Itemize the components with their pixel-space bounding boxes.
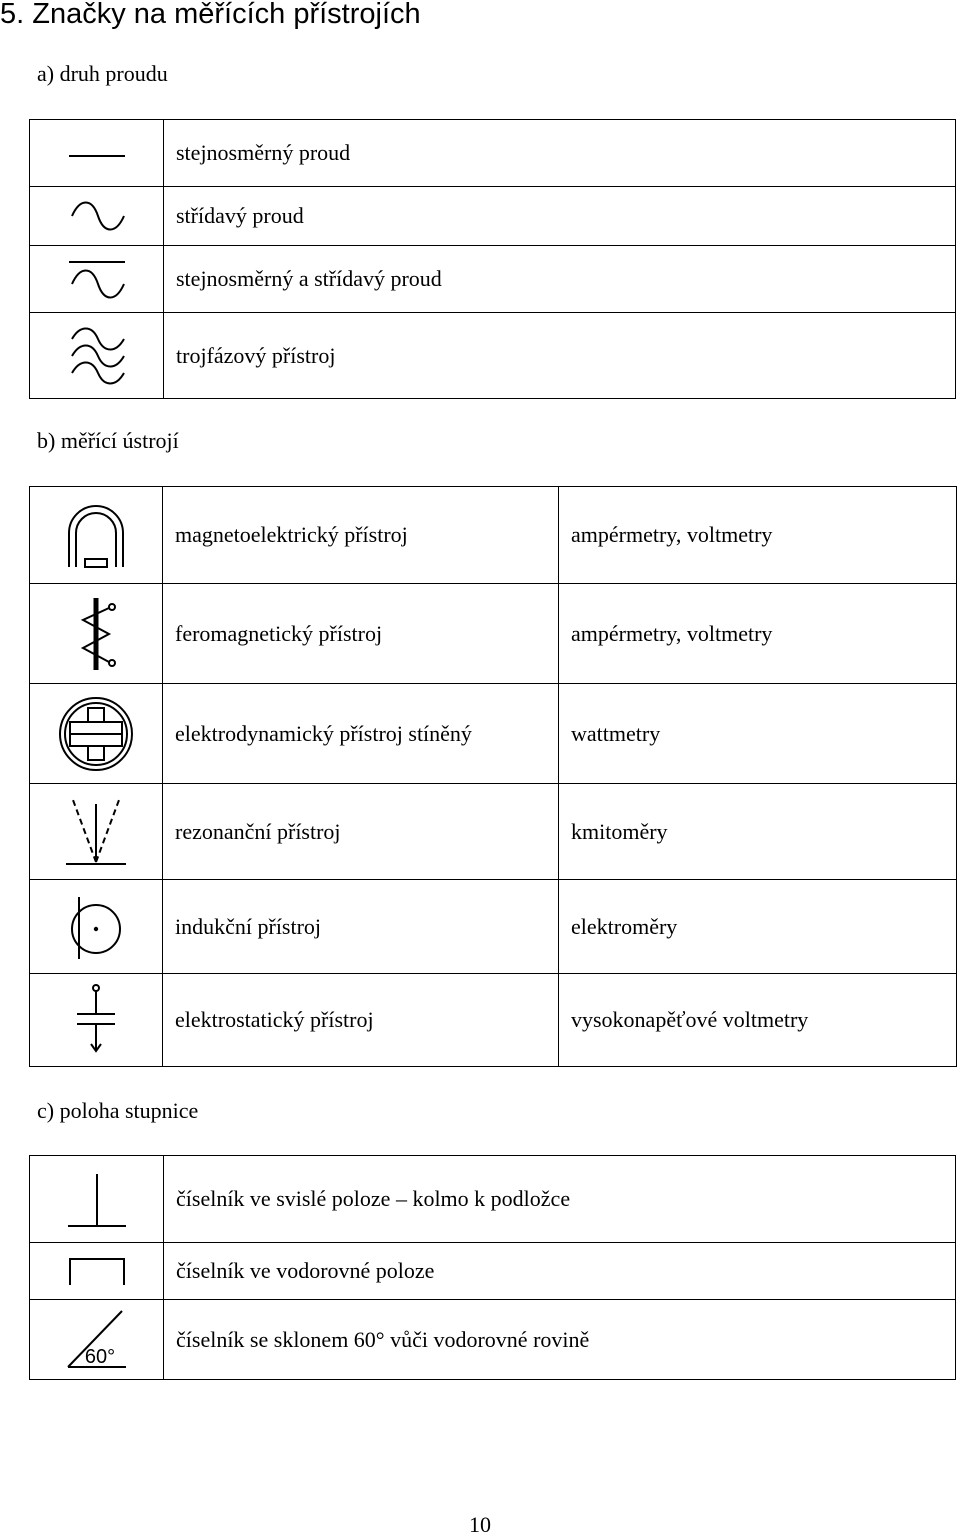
table-row [30, 1243, 956, 1300]
page-heading: 5. Značky na měřících přístrojích [0, 0, 421, 30]
current-type-table [29, 119, 956, 399]
table-row [30, 1300, 956, 1380]
icon-cell [30, 1156, 164, 1243]
table-row [30, 784, 957, 880]
table-row [30, 1156, 956, 1243]
electrodynamic-shielded-icon [56, 694, 136, 774]
row-text: stejnosměrný a střídavý proud [164, 246, 956, 313]
system-use: elektroměry [559, 880, 957, 974]
system-name: elektrodynamický přístroj stíněný [163, 684, 559, 784]
row-text: číselník ve vodorovné poloze [164, 1243, 956, 1300]
table-row [30, 246, 956, 313]
system-name: feromagnetický přístroj [163, 584, 559, 684]
icon-cell [30, 246, 164, 313]
row-text: stejnosměrný proud [164, 120, 956, 187]
row-text: číselník se sklonem 60° vůči vodorovné rovině [164, 1300, 956, 1380]
icon-cell [30, 784, 163, 880]
scale-position-table [29, 1155, 956, 1380]
system-use: wattmetry [559, 684, 957, 784]
table-row [30, 120, 956, 187]
system-use: ampérmetry, voltmetry [559, 487, 957, 584]
ac-wave-icon [62, 196, 132, 236]
electrostatic-icon [61, 980, 131, 1060]
icon-cell [30, 487, 163, 584]
dc-line-icon [62, 138, 132, 168]
horizontal-position-icon [62, 1251, 132, 1291]
three-phase-icon [62, 321, 132, 391]
table-row [30, 880, 957, 974]
icon-cell [30, 120, 164, 187]
table-row [30, 187, 956, 246]
icon-cell [30, 187, 164, 246]
icon-cell [30, 584, 163, 684]
vertical-position-icon [62, 1164, 132, 1234]
table-row [30, 974, 957, 1067]
table-row [30, 684, 957, 784]
table-row [30, 313, 956, 399]
ferromagnetic-icon [61, 594, 131, 674]
system-name: magnetoelektrický přístroj [163, 487, 559, 584]
magnetoelectric-icon [61, 495, 131, 575]
dc-ac-icon [62, 254, 132, 304]
icon-cell [30, 1243, 164, 1300]
measuring-system-table [29, 486, 957, 1067]
induction-icon [61, 887, 131, 967]
system-name: indukční přístroj [163, 880, 559, 974]
system-use: kmitoměry [559, 784, 957, 880]
table-row [30, 487, 957, 584]
table-row [30, 584, 957, 684]
section-b-label: b) měřící ústrojí [37, 428, 179, 453]
section-a-label: a) druh proudu [37, 61, 168, 86]
system-name: rezonanční přístroj [163, 784, 559, 880]
page-number: 10 [469, 1512, 491, 1537]
section-c-label: c) poloha stupnice [37, 1098, 199, 1123]
icon-cell [30, 1300, 164, 1380]
inclined-60-icon [62, 1305, 132, 1375]
resonance-icon [61, 792, 131, 872]
system-use: ampérmetry, voltmetry [559, 584, 957, 684]
system-use: vysokonapěťové voltmetry [559, 974, 957, 1067]
icon-cell [30, 880, 163, 974]
row-text: trojfázový přístroj [164, 313, 956, 399]
system-name: elektrostatický přístroj [163, 974, 559, 1067]
row-text: střídavý proud [164, 187, 956, 246]
row-text: číselník ve svislé poloze – kolmo k podložce [164, 1156, 956, 1243]
icon-cell [30, 974, 163, 1067]
icon-cell [30, 684, 163, 784]
angle-label: 60° [84, 1345, 115, 1368]
icon-cell [30, 313, 164, 399]
